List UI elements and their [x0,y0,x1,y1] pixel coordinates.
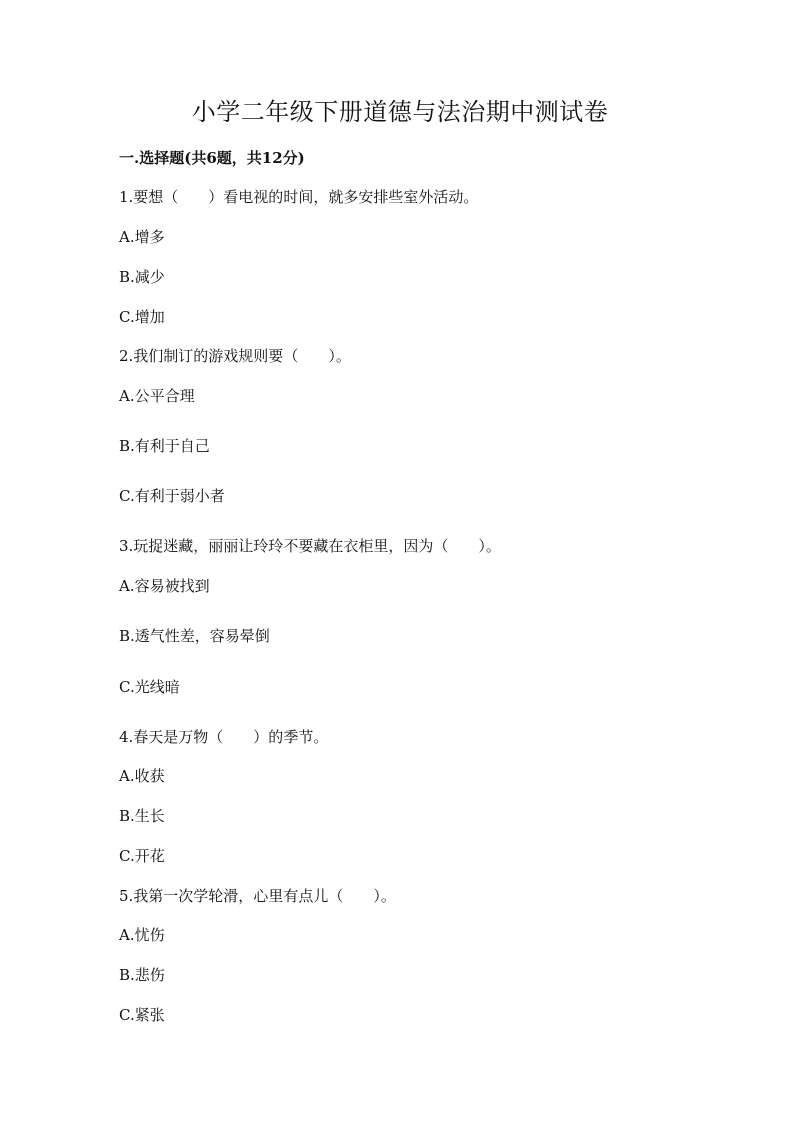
question-5-option-a: A.忧伤 [119,926,165,944]
question-3-option-a: A.容易被找到 [119,577,210,595]
question-1-option-b: B.减少 [119,268,165,286]
question-2-option-c: C.有利于弱小者 [119,487,225,505]
question-5-option-c: C.紧张 [119,1006,165,1024]
question-4-option-c: C.开花 [119,847,165,865]
question-5-stem: 5.我第一次学轮滑，心里有点儿（ ）。 [119,887,396,905]
section-heading: 一.选择题(共6题，共12分) [119,149,305,167]
question-1-option-a: A.增多 [119,228,165,246]
question-5-option-b: B.悲伤 [119,966,165,984]
page-title: 小学二年级下册道德与法治期中测试卷 [191,98,609,126]
question-4-stem: 4.春天是万物（ ）的季节。 [119,728,329,746]
question-3-option-b: B.透气性差，容易晕倒 [119,627,270,645]
question-2-option-b: B.有利于自己 [119,437,210,455]
question-1-option-c: C.增加 [119,308,165,326]
question-2-option-a: A.公平合理 [119,387,195,405]
question-4-option-a: A.收获 [119,767,165,785]
question-4-option-b: B.生长 [119,807,165,825]
question-1-stem: 1.要想（ ）看电视的时间，就多安排些室外活动。 [119,188,479,206]
question-3-stem: 3.玩捉迷藏，丽丽让玲玲不要藏在衣柜里，因为（ ）。 [119,537,501,555]
question-2-stem: 2.我们制订的游戏规则要（ ）。 [119,347,351,365]
question-3-option-c: C.光线暗 [119,678,180,696]
